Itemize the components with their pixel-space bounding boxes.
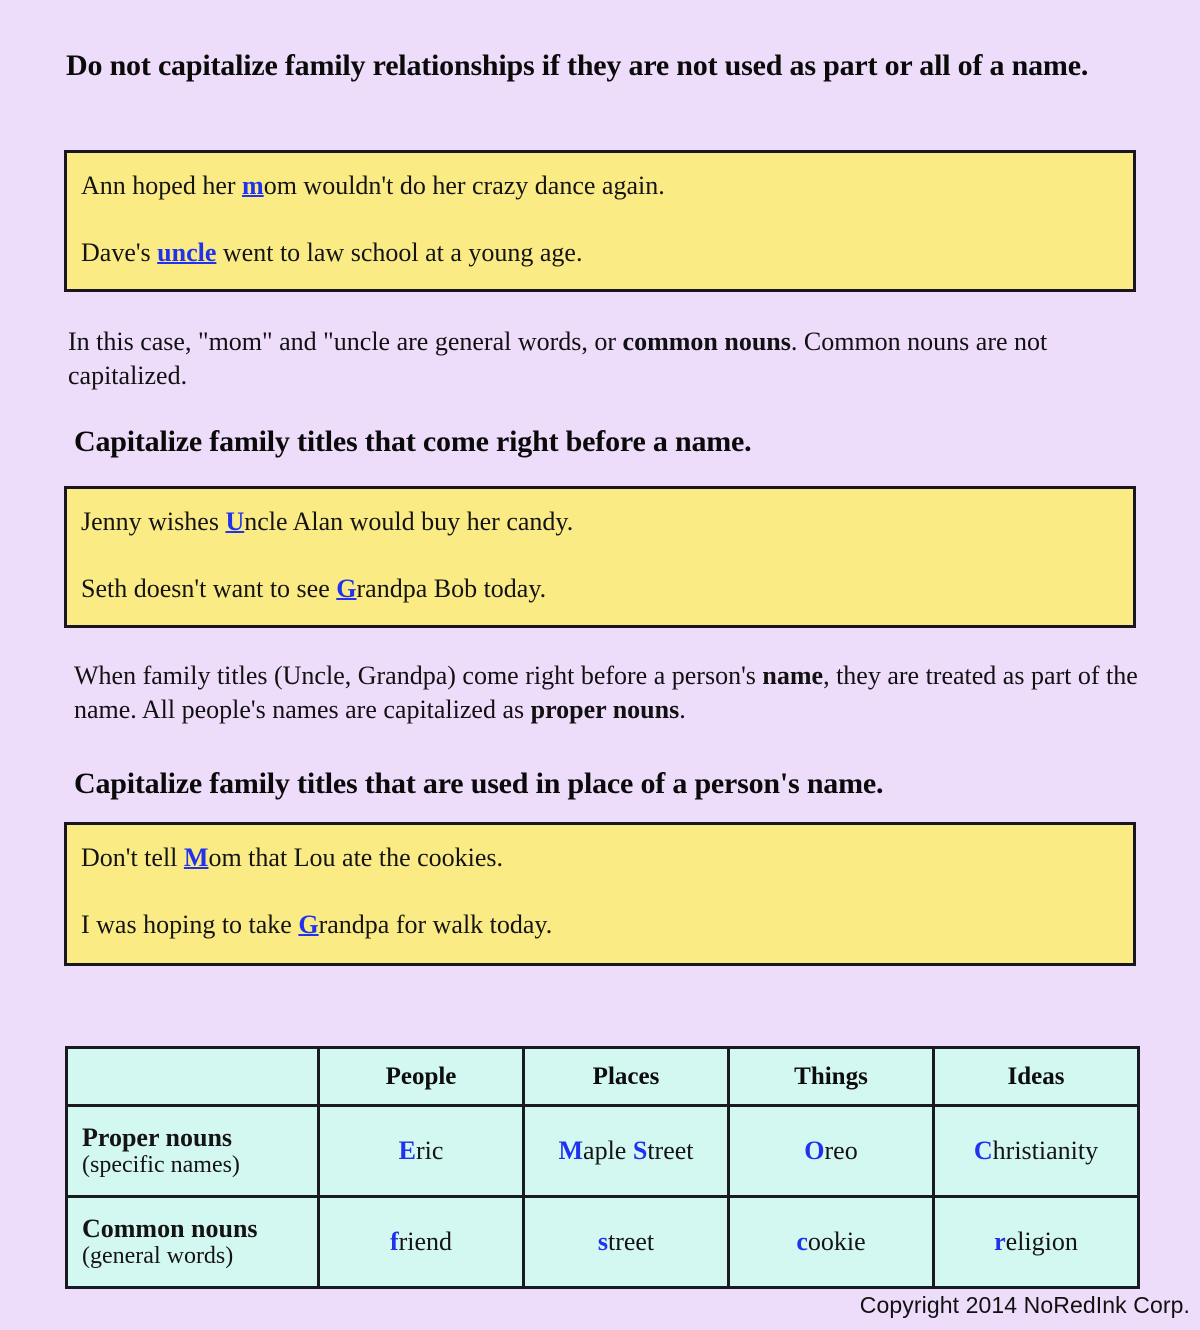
table-row xyxy=(67,1106,1139,1197)
highlighted-word: uncle xyxy=(157,238,217,268)
highlighted-letter: G xyxy=(298,910,319,940)
cell-rest: eligion xyxy=(1005,1227,1078,1256)
explanation-bold-term: proper nouns xyxy=(530,694,680,724)
explanation-text: . Common nouns are not capitalized. xyxy=(68,327,1048,390)
sentence-text-after: ncle Alan would buy her candy. xyxy=(244,507,574,536)
example-sentence xyxy=(81,238,1119,267)
explanation-bold-term: common nouns xyxy=(622,327,791,356)
row-label-main: Common nouns xyxy=(82,1214,258,1243)
sentence-text-after: randpa Bob today. xyxy=(356,574,547,604)
row-label-sub: (general words) xyxy=(82,1243,234,1270)
table-cell-common-ideas xyxy=(934,1197,1139,1288)
explanation-paragraph-1 xyxy=(68,325,1140,393)
cell-rest: hristianity xyxy=(992,1136,1099,1165)
row-label-sub: (specific names) xyxy=(82,1152,240,1179)
highlighted-letter: m xyxy=(242,171,264,200)
explanation-bold-term: name xyxy=(762,661,824,690)
cell-rest: aple xyxy=(583,1136,633,1165)
sentence-text-after: om wouldn't do her crazy dance again. xyxy=(263,171,665,200)
example-sentence xyxy=(81,843,1119,872)
table-cell-proper-people xyxy=(319,1106,524,1197)
rule-heading-1: Do not capitalize family relationships if they are not used as part or all of a name. xyxy=(66,49,1089,82)
cell-rest: reo xyxy=(824,1136,858,1165)
blue-initial: O xyxy=(804,1136,825,1165)
sentence-text-before: Dave's xyxy=(81,238,158,268)
cell-rest: treet xyxy=(607,1227,655,1256)
blue-initial: M xyxy=(558,1136,584,1165)
sentence-text-before: Don't tell xyxy=(81,843,184,872)
sentence-text-before: I was hoping to take xyxy=(81,910,299,940)
explanation-text: When family titles (Uncle, Grandpa) come right before a person's xyxy=(74,661,763,690)
sentence-text-before: Seth doesn't want to see xyxy=(81,574,337,604)
row-label-common-nouns xyxy=(67,1197,319,1288)
cell-rest: ric xyxy=(415,1136,444,1165)
blue-initial: s xyxy=(597,1227,608,1256)
table-corner-cell xyxy=(67,1048,319,1106)
example-box-1 xyxy=(64,150,1136,292)
table-body xyxy=(67,1106,1139,1288)
blue-initial-second: S xyxy=(632,1136,648,1165)
cell-rest: riend xyxy=(398,1227,453,1256)
table-cell-proper-things xyxy=(729,1106,934,1197)
blue-initial: E xyxy=(398,1136,416,1165)
cell-rest-second: treet xyxy=(647,1136,694,1165)
explanation-text: In this case, "mom" and "uncle are general words, or xyxy=(68,327,623,356)
highlighted-letter: U xyxy=(225,507,245,536)
blue-initial: c xyxy=(796,1227,808,1256)
explanation-text: . xyxy=(679,694,686,724)
highlighted-letter: M xyxy=(183,843,209,872)
example-box-3 xyxy=(64,822,1136,966)
table-row xyxy=(67,1197,1139,1288)
column-header-places: Places xyxy=(524,1048,729,1106)
table-header xyxy=(67,1048,1139,1106)
table-cell-proper-places xyxy=(524,1106,729,1197)
example-sentence xyxy=(81,171,1119,200)
row-label-main: Proper nouns xyxy=(82,1123,233,1152)
rule-heading-3: Capitalize family titles that are used in place of a person's name. xyxy=(74,767,884,800)
sentence-text-before: Jenny wishes xyxy=(81,507,226,536)
sentence-text-after: om that Lou ate the cookies. xyxy=(208,843,504,872)
cell-rest: ookie xyxy=(807,1227,866,1256)
column-header-people: People xyxy=(319,1048,524,1106)
example-sentence xyxy=(81,910,1119,939)
table-cell-proper-ideas xyxy=(934,1106,1139,1197)
example-sentence xyxy=(81,507,1119,536)
sentence-text-before: Ann hoped her xyxy=(81,171,243,200)
example-sentence xyxy=(81,574,1119,603)
column-header-things: Things xyxy=(729,1048,934,1106)
table-cell-common-things xyxy=(729,1197,934,1288)
table-cell-common-places xyxy=(524,1197,729,1288)
table-header-row xyxy=(67,1048,1139,1106)
highlighted-letter: G xyxy=(336,574,357,604)
explanation-paragraph-2 xyxy=(74,659,1146,727)
column-header-ideas: Ideas xyxy=(934,1048,1139,1106)
table-cell-common-people xyxy=(319,1197,524,1288)
blue-initial: r xyxy=(994,1227,1006,1256)
copyright-notice: Copyright 2014 NoRedInk Corp. xyxy=(859,1292,1190,1318)
sentence-text-after: randpa for walk today. xyxy=(318,910,553,940)
blue-initial: C xyxy=(973,1136,993,1165)
explanation-text: , they are treated as part of the name. All people's names are capitalized as xyxy=(74,661,1138,724)
row-label-proper-nouns xyxy=(67,1106,319,1197)
noun-comparison-table xyxy=(65,1046,1140,1289)
rule-heading-2: Capitalize family titles that come right before a name. xyxy=(74,425,752,458)
blue-initial: f xyxy=(389,1227,399,1256)
sentence-text-after: went to law school at a young age. xyxy=(216,238,583,268)
example-box-2 xyxy=(64,486,1136,628)
